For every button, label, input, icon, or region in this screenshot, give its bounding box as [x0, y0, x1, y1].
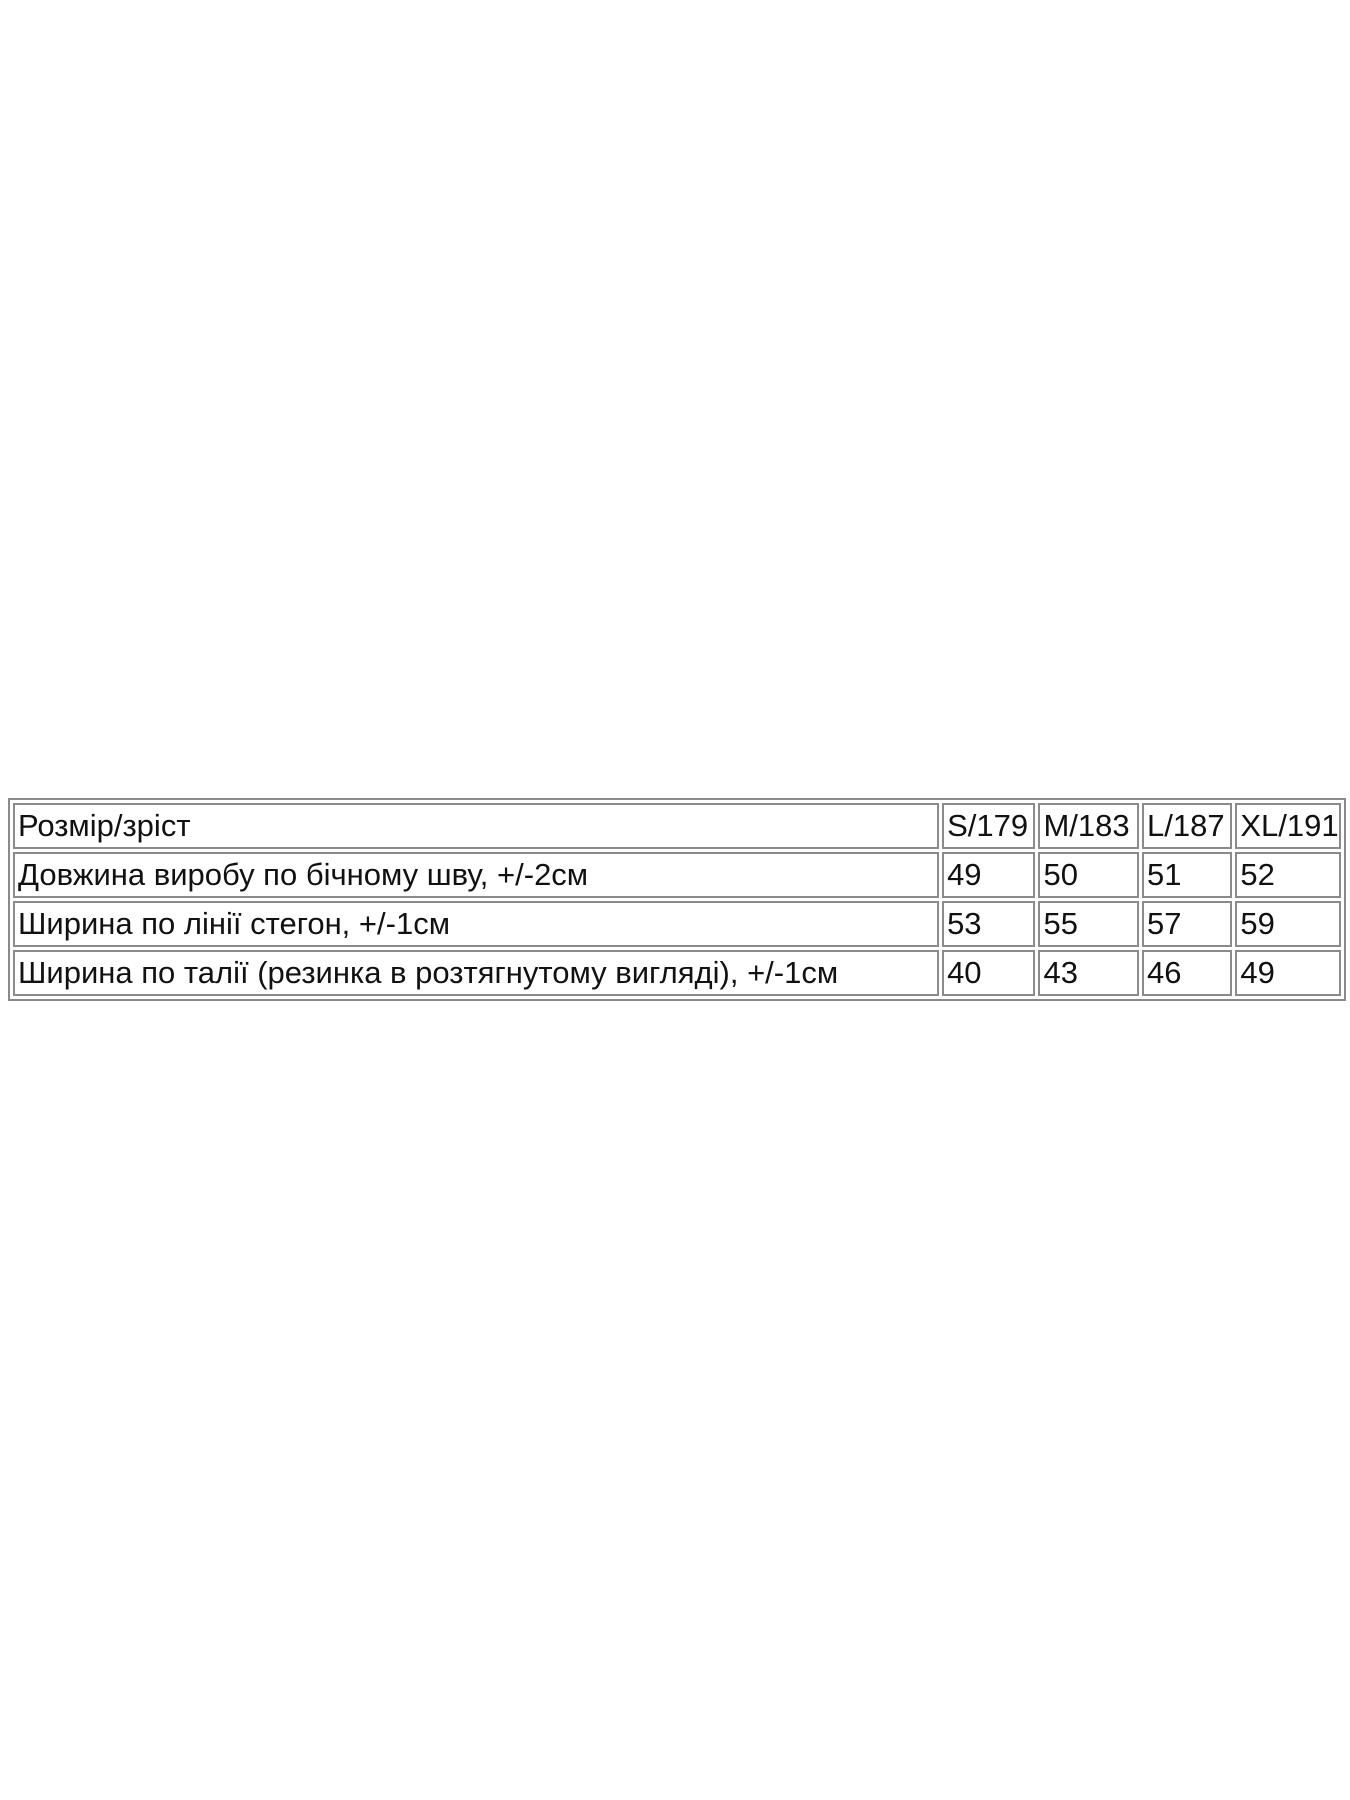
table-row — [13, 901, 1341, 947]
table-cell: 51 — [1142, 852, 1232, 898]
header-size-xl: XL/191 — [1235, 803, 1341, 849]
table-cell: 55 — [1038, 901, 1139, 947]
table-cell: 50 — [1038, 852, 1139, 898]
header-size-height: Розмір/зріст — [13, 803, 939, 849]
table-cell: 59 — [1235, 901, 1341, 947]
table-cell: 49 — [1235, 950, 1341, 996]
size-chart-table — [8, 798, 1346, 1001]
table-row — [13, 852, 1341, 898]
table-cell: 57 — [1142, 901, 1232, 947]
row-label: Довжина виробу по бічному шву, +/-2см — [13, 852, 939, 898]
table-cell: 46 — [1142, 950, 1232, 996]
row-label: Ширина по талії (резинка в розтягнутому вигляді), +/-1см — [13, 950, 939, 996]
table-cell: 52 — [1235, 852, 1341, 898]
table-cell: 40 — [942, 950, 1035, 996]
row-label: Ширина по лінії стегон, +/-1см — [13, 901, 939, 947]
header-size-s: S/179 — [942, 803, 1035, 849]
table-cell: 43 — [1038, 950, 1139, 996]
header-size-m: M/183 — [1038, 803, 1139, 849]
table-header-row — [13, 803, 1341, 849]
table-row — [13, 950, 1341, 996]
header-size-l: L/187 — [1142, 803, 1232, 849]
table-cell: 49 — [942, 852, 1035, 898]
table-cell: 53 — [942, 901, 1035, 947]
